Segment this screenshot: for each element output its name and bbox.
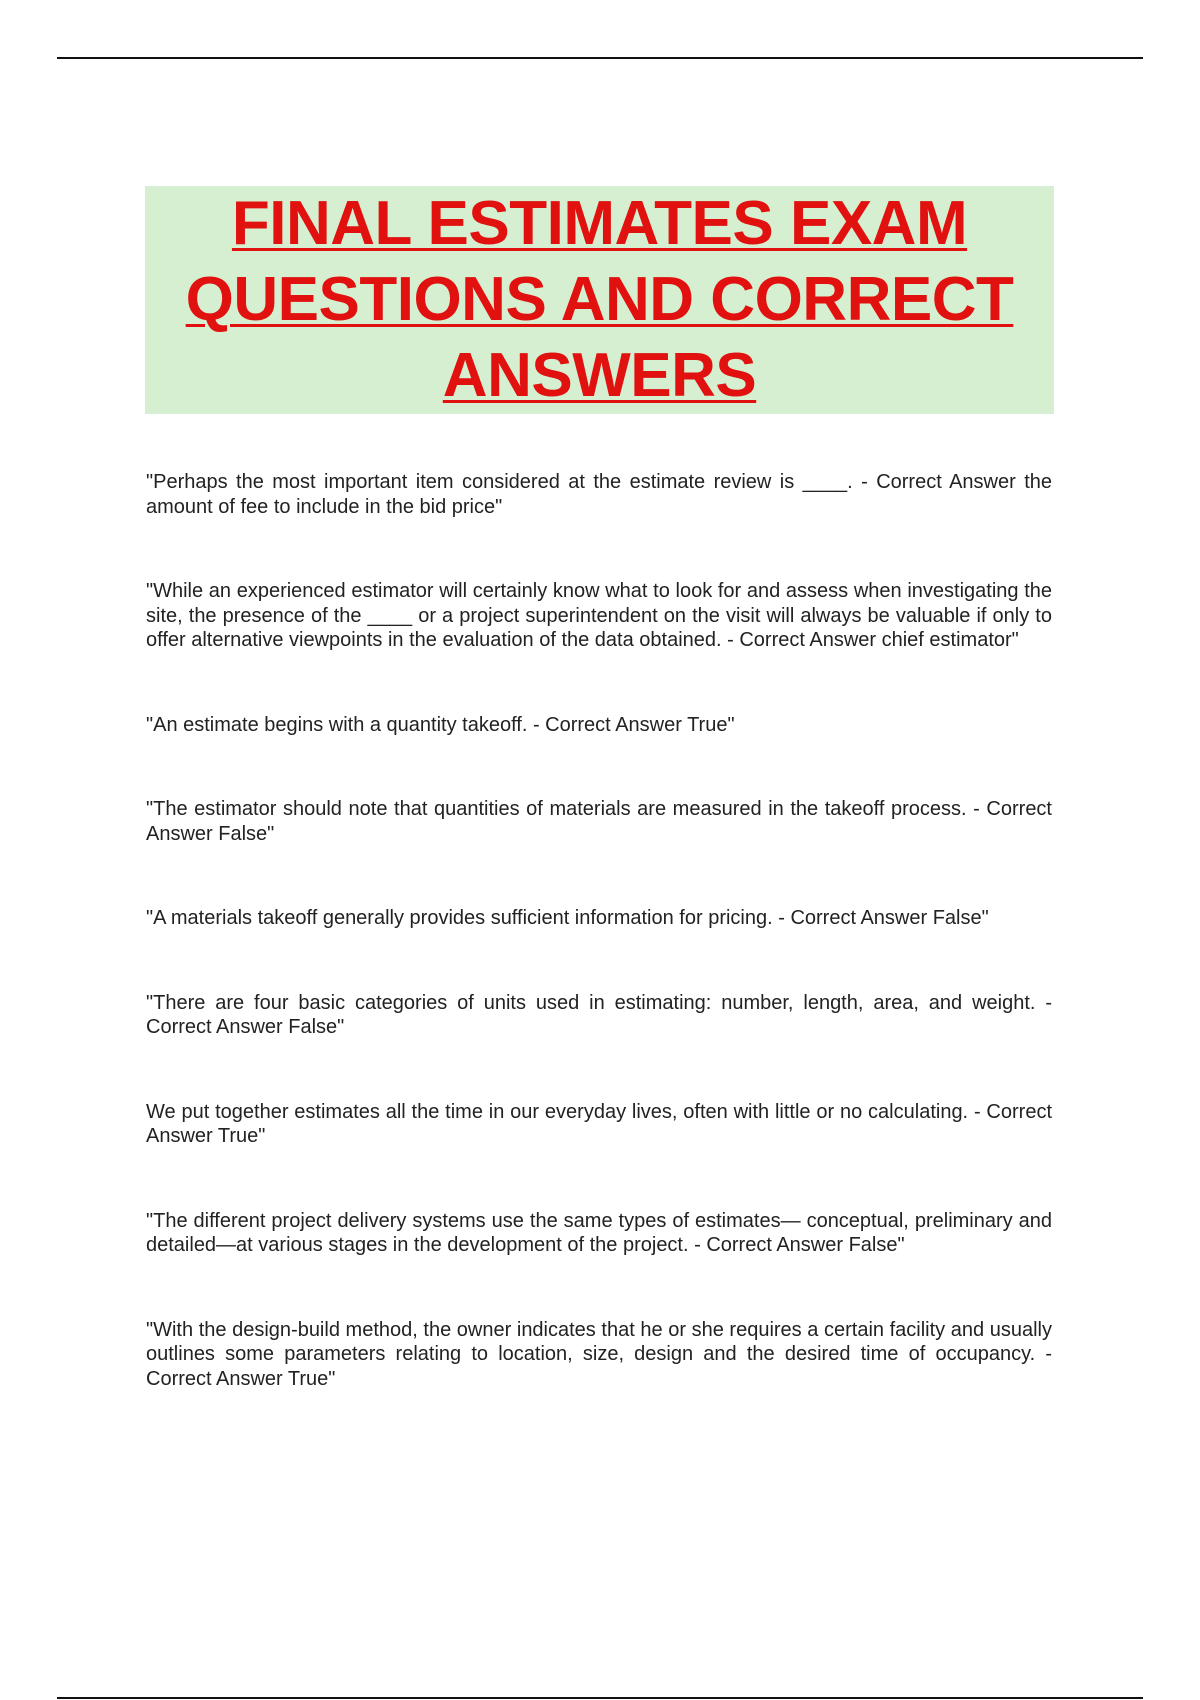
title-banner [145, 186, 1054, 414]
qa-item: "While an experienced estimator will certainly know what to look for and assess when investigating the site, the presence of the ____ or a project superintendent on the visit will always be valuable if only to offer alternative viewpoints in the evaluation of the data obtained. - Correct Answer chief estimator" [146, 580, 1052, 651]
qa-item: We put together estimates all the time in our everyday lives, often with little or no calculating. - Correct Answer True" [146, 1100, 1052, 1147]
qa-item: "Perhaps the most important item considered at the estimate review is ____. - Correct Answer the amount of fee to include in the bid price" [146, 471, 1052, 518]
question-answer-list [146, 470, 1052, 1451]
qa-item: "The different project delivery systems use the same types of estimates— conceptual, preliminary and detailed—at various stages in the development of the project. - Correct Answer False" [146, 1209, 1052, 1256]
bottom-rule [57, 1697, 1143, 1699]
document-title: FINAL ESTIMATES EXAM QUESTIONS AND CORRECT ANSWERS [185, 189, 1014, 410]
qa-item: "With the design-build method, the owner indicates that he or she requires a certain facility and usually outlines some parameters relating to location, size, design and the desired time of occupancy. - Correct Answer True" [146, 1318, 1052, 1390]
top-rule [57, 57, 1143, 59]
qa-item: "An estimate begins with a quantity takeoff. - Correct Answer True" [146, 713, 735, 736]
qa-item: "There are four basic categories of units used in estimating: number, length, area, and weight. - Correct Answer False" [146, 991, 1052, 1038]
qa-item: "The estimator should note that quantities of materials are measured in the takeoff process. - Correct Answer False" [146, 798, 1052, 845]
qa-item: "A materials takeoff generally provides sufficient information for pricing. - Correct Answer False" [146, 907, 989, 929]
